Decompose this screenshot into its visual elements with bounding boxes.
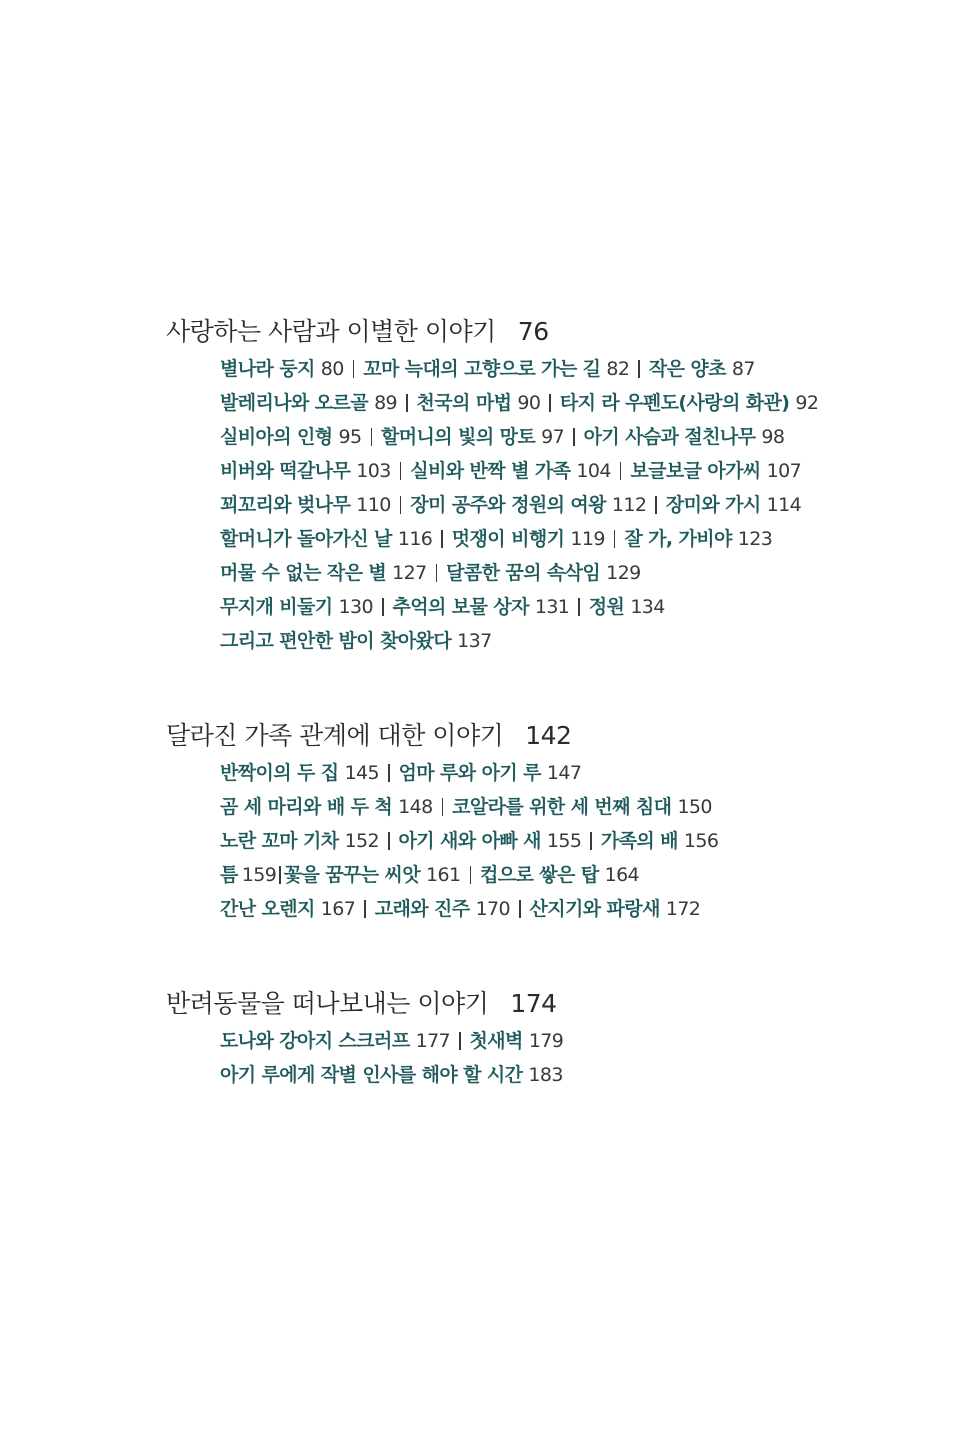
separator-bar — [638, 360, 640, 378]
story-page-number: 119 — [570, 528, 605, 550]
toc-line — [220, 858, 946, 892]
story-page-number: 92 — [795, 392, 819, 414]
story-page-number: 80 — [320, 358, 344, 380]
toc-section — [166, 984, 946, 1092]
story-title: 반짝이의 두 집 — [220, 762, 339, 784]
story-title: 머물 수 없는 작은 별 — [220, 562, 387, 584]
toc-line — [220, 420, 946, 454]
section-title-text: 사랑하는 사람과 이별한 이야기 — [166, 317, 496, 346]
story-title: 곰 세 마리와 배 두 척 — [220, 796, 393, 818]
toc-section — [166, 312, 946, 658]
story-title: 코알라를 위한 세 번째 침대 — [452, 796, 672, 818]
section-title — [166, 312, 946, 352]
separator-bar — [441, 530, 443, 548]
story-page-number: 82 — [606, 358, 630, 380]
story-page-number: 172 — [665, 898, 701, 920]
toc-line — [220, 624, 946, 658]
separator-bar — [470, 866, 472, 884]
separator-bar — [459, 1032, 461, 1050]
toc-line — [220, 590, 946, 624]
story-page-number: 89 — [374, 392, 398, 414]
separator-bar — [549, 394, 551, 412]
toc-line — [220, 556, 946, 590]
story-page-number: 87 — [731, 358, 755, 380]
section-entries — [220, 756, 946, 926]
story-title: 꼬마 늑대의 고향으로 가는 길 — [363, 358, 601, 380]
story-page-number: 104 — [576, 460, 611, 482]
separator-bar — [382, 598, 384, 616]
story-title: 아기 사슴과 절친나무 — [583, 426, 756, 448]
story-page-number: 103 — [356, 460, 391, 482]
story-title: 추억의 보물 상자 — [392, 596, 529, 618]
section-title-text: 달라진 가족 관계에 대한 이야기 — [166, 721, 504, 750]
story-page-number: 137 — [457, 630, 492, 652]
separator-bar — [371, 428, 373, 446]
separator-bar — [436, 564, 438, 582]
story-title: 타지 라 우펜도(사랑의 화관) — [559, 392, 790, 414]
story-page-number: 97 — [541, 426, 565, 448]
story-page-number: 107 — [766, 460, 802, 482]
story-page-number: 148 — [398, 796, 433, 818]
story-page-number: 112 — [611, 494, 647, 516]
separator-bar — [353, 360, 355, 378]
story-title: 도나와 강아지 스크러프 — [220, 1030, 410, 1052]
story-page-number: 161 — [426, 864, 461, 886]
story-title: 간난 오렌지 — [220, 898, 315, 920]
separator-bar — [388, 832, 390, 850]
story-title: 무지개 비둘기 — [220, 596, 333, 618]
story-page-number: 156 — [683, 830, 719, 852]
story-title: 장미 공주와 정원의 여왕 — [410, 494, 606, 516]
separator-bar — [442, 798, 444, 816]
story-title: 틈 — [220, 864, 238, 886]
toc-line — [220, 522, 946, 556]
section-page-number: 76 — [517, 317, 549, 346]
story-title: 할머니가 돌아가신 날 — [220, 528, 392, 550]
toc-line — [220, 1058, 946, 1092]
story-title: 그리고 편안한 밤이 찾아왔다 — [220, 630, 452, 652]
separator-bar — [364, 900, 366, 918]
story-page-number: 114 — [766, 494, 802, 516]
toc-line — [220, 756, 946, 790]
section-title — [166, 984, 946, 1024]
story-page-number: 145 — [344, 762, 380, 784]
story-page-number: 131 — [534, 596, 570, 618]
story-page-number: 110 — [356, 494, 391, 516]
story-title: 가족의 배 — [600, 830, 678, 852]
story-title: 꾀꼬리와 벚나무 — [220, 494, 351, 516]
toc-line — [220, 488, 946, 522]
separator-bar — [400, 462, 402, 480]
section-page-number: 174 — [510, 989, 557, 1018]
story-title: 엄마 루와 아기 루 — [398, 762, 541, 784]
story-page-number: 159 — [241, 864, 277, 886]
story-title: 꽃을 꿈꾸는 씨앗 — [283, 864, 421, 886]
story-title: 컵으로 쌓은 탑 — [480, 864, 599, 886]
separator-bar — [400, 496, 402, 514]
story-title: 아기 루에게 작별 인사를 해야 할 시간 — [220, 1064, 523, 1086]
story-title: 실비아의 인형 — [220, 426, 333, 448]
story-title: 고래와 진주 — [374, 898, 470, 920]
story-page-number: 147 — [546, 762, 582, 784]
separator-bar — [578, 598, 580, 616]
story-title: 정원 — [588, 596, 625, 618]
story-page-number: 127 — [392, 562, 427, 584]
separator-bar — [406, 394, 408, 412]
story-title: 할머니의 빛의 망토 — [381, 426, 536, 448]
story-title: 보글보글 아가씨 — [630, 460, 761, 482]
story-page-number: 123 — [737, 528, 773, 550]
story-title: 첫새벽 — [469, 1030, 523, 1052]
story-page-number: 130 — [338, 596, 374, 618]
story-page-number: 134 — [630, 596, 665, 618]
story-title: 비버와 떡갈나무 — [220, 460, 351, 482]
story-title: 발레리나와 오르골 — [220, 392, 369, 414]
toc-line — [220, 790, 946, 824]
story-page-number: 179 — [528, 1030, 564, 1052]
toc-line — [220, 892, 946, 926]
story-page-number: 95 — [338, 426, 362, 448]
separator-bar — [614, 530, 616, 548]
story-title: 실비와 반짝 별 가족 — [410, 460, 571, 482]
story-page-number: 152 — [344, 830, 380, 852]
story-page-number: 167 — [320, 898, 356, 920]
section-entries — [220, 1024, 946, 1092]
separator-bar — [620, 462, 622, 480]
toc-section — [166, 716, 946, 926]
story-page-number: 164 — [604, 864, 640, 886]
story-page-number: 150 — [677, 796, 712, 818]
story-title: 별나라 둥지 — [220, 358, 315, 380]
toc-line — [220, 824, 946, 858]
story-page-number: 116 — [397, 528, 433, 550]
separator-bar — [279, 866, 281, 884]
story-page-number: 129 — [606, 562, 641, 584]
section-title — [166, 716, 946, 756]
story-title: 작은 양초 — [648, 358, 726, 380]
story-page-number: 98 — [761, 426, 785, 448]
section-page-number: 142 — [525, 721, 572, 750]
story-title: 천국의 마법 — [416, 392, 512, 414]
toc-line — [220, 386, 946, 420]
story-page-number: 155 — [546, 830, 582, 852]
story-title: 노란 꼬마 기차 — [220, 830, 339, 852]
separator-bar — [590, 832, 592, 850]
separator-bar — [388, 764, 390, 782]
separator-bar — [519, 900, 521, 918]
section-entries — [220, 352, 946, 658]
section-title-text: 반려동물을 떠나보내는 이야기 — [166, 989, 489, 1018]
toc-line — [220, 352, 946, 386]
separator-bar — [655, 496, 657, 514]
story-title: 아기 새와 아빠 새 — [398, 830, 541, 852]
story-page-number: 183 — [528, 1064, 563, 1086]
story-title: 멋쟁이 비행기 — [451, 528, 565, 550]
story-page-number: 90 — [517, 392, 541, 414]
story-page-number: 170 — [475, 898, 511, 920]
story-title: 산지기와 파랑새 — [529, 898, 660, 920]
story-title: 잘 가, 가비야 — [624, 528, 732, 550]
story-page-number: 177 — [415, 1030, 451, 1052]
toc-line — [220, 454, 946, 488]
separator-bar — [573, 428, 575, 446]
story-title: 달콤한 꿈의 속삭임 — [446, 562, 601, 584]
story-title: 장미와 가시 — [665, 494, 761, 516]
toc-line — [220, 1024, 946, 1058]
